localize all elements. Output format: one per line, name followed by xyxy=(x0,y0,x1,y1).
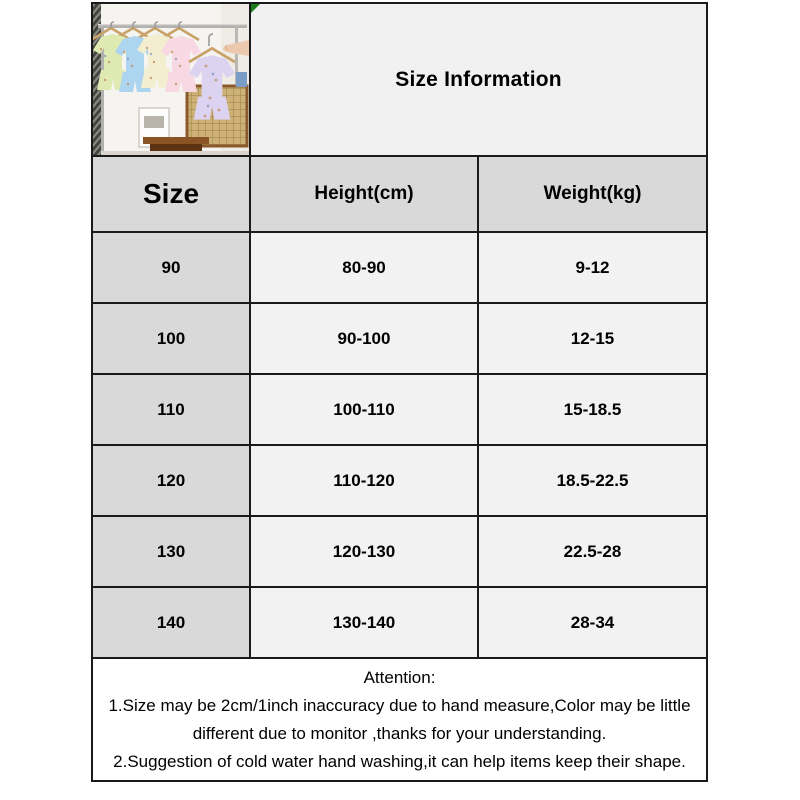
cell-comment-marker xyxy=(251,4,260,13)
size-cell: 130 xyxy=(92,516,250,587)
table-row xyxy=(92,445,707,516)
table-row xyxy=(92,374,707,445)
size-cell: 100 xyxy=(92,303,250,374)
product-photo xyxy=(93,4,249,155)
height-cell: 130-140 xyxy=(250,587,478,658)
height-cell: 90-100 xyxy=(250,303,478,374)
table-row xyxy=(92,516,707,587)
size-cell: 110 xyxy=(92,374,250,445)
weight-cell: 12-15 xyxy=(478,303,707,374)
title-cell xyxy=(250,3,707,156)
size-cell: 90 xyxy=(92,232,250,303)
table-row xyxy=(92,232,707,303)
cabinet-top-object xyxy=(236,72,247,87)
weight-cell: 15-18.5 xyxy=(478,374,707,445)
size-cell: 120 xyxy=(92,445,250,516)
attention-row xyxy=(92,658,707,781)
column-header-row xyxy=(92,156,707,232)
weight-cell: 22.5-28 xyxy=(478,516,707,587)
size-column-header: Size xyxy=(92,156,250,232)
attention-title: Attention: xyxy=(363,667,436,687)
height-cell: 100-110 xyxy=(250,374,478,445)
page-title: Size Information xyxy=(395,67,562,91)
table-row xyxy=(92,303,707,374)
banner-row xyxy=(92,3,707,156)
height-cell: 80-90 xyxy=(250,232,478,303)
size-cell: 140 xyxy=(92,587,250,658)
product-photo-cell xyxy=(92,3,250,156)
size-chart-sheet xyxy=(91,2,706,782)
size-table xyxy=(91,2,708,782)
attention-note-2: 2.Suggestion of cold water hand washing,it can help items keep their shape. xyxy=(113,751,686,771)
height-cell: 110-120 xyxy=(250,445,478,516)
attention-note-1: 1.Size may be 2cm/1inch inaccuracy due to hand measure,Color may be little different due to monitor ,thanks for your understanding. xyxy=(108,695,691,743)
weight-cell: 28-34 xyxy=(478,587,707,658)
floor-shadow xyxy=(101,151,249,155)
height-column-header: Height(cm) xyxy=(250,156,478,232)
weight-cell: 18.5-22.5 xyxy=(478,445,707,516)
weight-column-header: Weight(kg) xyxy=(478,156,707,232)
attention-box xyxy=(92,658,707,781)
weight-cell: 9-12 xyxy=(478,232,707,303)
table-row xyxy=(92,587,707,658)
stool-top xyxy=(143,137,209,144)
height-cell: 120-130 xyxy=(250,516,478,587)
